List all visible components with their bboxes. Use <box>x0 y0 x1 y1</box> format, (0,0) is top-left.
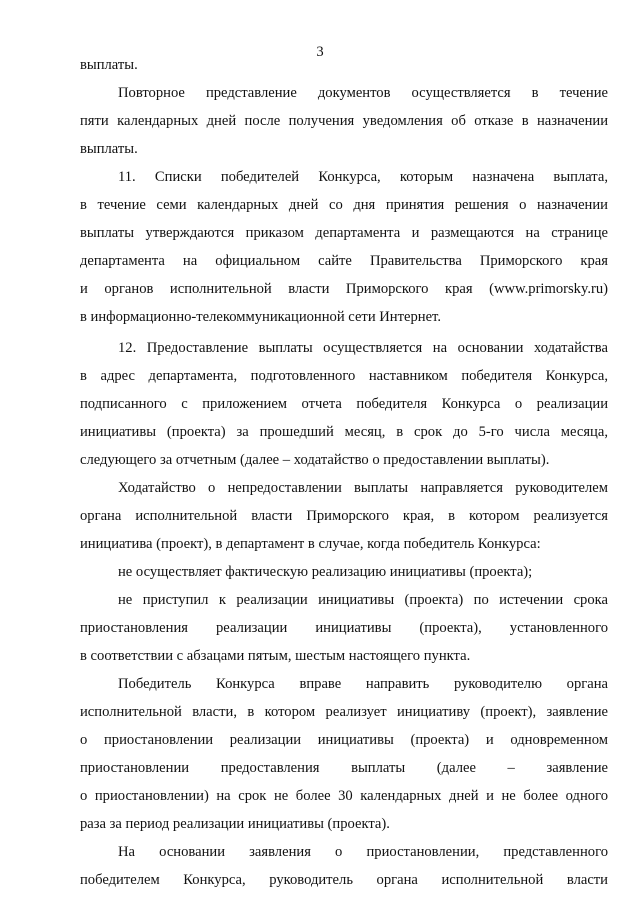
text-line: подписанного с приложением отчета победителя Конкурса о реализации <box>80 396 608 412</box>
text-line: и органов исполнительной власти Приморского края (www.primorsky.ru) <box>80 281 608 297</box>
text-line: о приостановлении) на срок не более 30 календарных дней и не более одного <box>80 788 608 804</box>
text-line: Победитель Конкурса вправе направить руководителю органа <box>118 676 608 692</box>
text-line: не приступил к реализации инициативы (проекта) по истечении срока <box>118 592 608 608</box>
text-line: в информационно-телекоммуникационной сети Интернет. <box>80 309 441 325</box>
text-line: выплаты. <box>80 57 138 73</box>
text-line: 11. Списки победителей Конкурса, которым назначена выплата, <box>118 169 608 185</box>
text-line: не осуществляет фактическую реализацию инициативы (проекта); <box>118 564 533 580</box>
text-line: победителем Конкурса, руководитель органа исполнительной власти <box>80 872 608 888</box>
text-line: в течение семи календарных дней со дня принятия решения о назначении <box>80 197 608 213</box>
text-line: в соответствии с абзацами пятым, шестым настоящего пункта. <box>80 648 471 664</box>
text-line: исполнительной власти, в котором реализует инициативу (проект), заявление <box>80 704 608 720</box>
text-line: о приостановлении реализации инициативы (проекта) и одновременном <box>80 732 608 748</box>
text-line: раза за период реализации инициативы (проекта). <box>80 816 390 832</box>
text-line: Повторное представление документов осуществляется в течение <box>118 85 608 101</box>
text-line: выплаты утверждаются приказом департамента и размещаются на странице <box>80 225 608 241</box>
text-line: выплаты. <box>80 141 138 157</box>
text-line: инициативы (проекта) за прошедший месяц, в срок до 5-го числа месяца, <box>80 424 608 440</box>
text-line: приостановлении предоставления выплаты (далее – заявление <box>80 760 608 776</box>
text-line: пяти календарных дней после получения уведомления об отказе в назначении <box>80 113 608 129</box>
text-line: Ходатайство о непредоставлении выплаты направляется руководителем <box>118 480 608 496</box>
page-number: 3 <box>316 44 324 60</box>
text-line: приостановления реализации инициативы (проекта), установленного <box>80 620 608 636</box>
text-line: инициатива (проект), в департамент в случае, когда победитель Конкурса: <box>80 536 541 552</box>
text-line: На основании заявления о приостановлении, представленного <box>118 844 608 860</box>
text-line: в адрес департамента, подготовленного наставником победителя Конкурса, <box>80 368 608 384</box>
text-line: органа исполнительной власти Приморского края, в котором реализуется <box>80 508 608 524</box>
text-line: 12. Предоставление выплаты осуществляется на основании ходатайства <box>118 340 608 356</box>
text-line: департамента на официальном сайте Правительства Приморского края <box>80 253 608 269</box>
text-line: следующего за отчетным (далее – ходатайство о предоставлении выплаты). <box>80 452 550 468</box>
